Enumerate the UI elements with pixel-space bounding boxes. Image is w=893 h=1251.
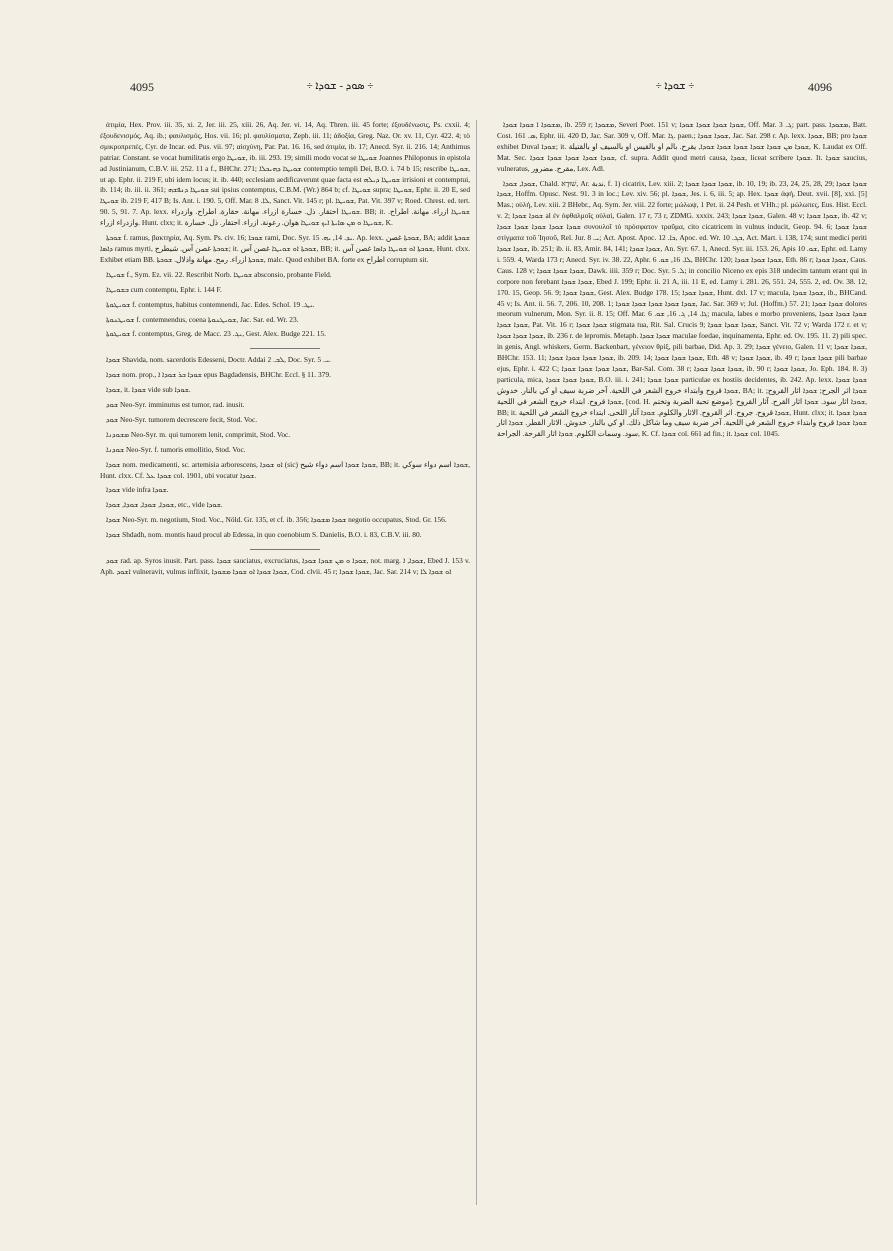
entry-paragraph: ܒܫܘܝܛܐ cum contemptu, Ephr. i. 144 F. (106, 284, 222, 294)
entry-paragraph: ܫܘܝܛܢܘܬܐ f. contemnendus, coena ܫܘܝܛܢܘܬܐ, Jac. Sar. ed. Wr. 23. (106, 314, 299, 324)
section-divider (250, 348, 320, 349)
entry-paragraph: ܫܘܕ Neo-Syr. tumorem decrescere fecit, Stod. Voc. (106, 414, 258, 424)
right-running-title: ÷ ܫܘܕܐ ÷ (655, 80, 695, 92)
right-page-number: 4096 (808, 80, 832, 94)
entry-paragraph: ܫܘܕܐ Shdadh, nom. montis haud procul ab Edessa, in quo coenobium S. Danielis, B.O. i. 83, C.B.V. iii. 80. (106, 530, 422, 540)
entry-paragraph: ܫܘܕܢܐ Neo-Syr. f. tumoris emollitio, Stod. Voc. (106, 444, 246, 454)
left-running-title: ÷ ܣܘܕ - ܫܘܕܐ ÷ (306, 80, 374, 92)
entry-paragraph: ܫܘܕ Neo-Syr. imminutus est tumor, rad. inusit. (106, 400, 245, 410)
entry-paragraph: ܡܫܘܕܐ ܐ ܫܘܕܐ ܫܘܕܐ, ib. 259 r; ܡܫܘܕܐ, Severi Poet. 151 v; ܫܘܕܐ ܫܘܕܐ ܫܘܕܐ ܫܘܕܐ, Off. Mar. ܓ. 3; part. pass. ܡܫܘܕܐ, Batt. Cost. ܣ. 161, Ephr. iii. 420 D, Jac. Sar. 309 v, Off. Mar. ܓܐ. paen.; ܫܘܕܐ ܫܘܕܐ, Jac. Sar. 298 r. Ap. lexx. ܫܘܕܐ, BB; pro ܫܘܕܐ exhibet Duval ܫܘܕܐ; it. ܫܘܕܐ ܡܢ ܫܘܕܐ ܫܘܕܐ ܫܘܕܐ ܫܘܕܐ ܫܘܕܐ, يقرح. بالم او بالقيس او بالسيف او بالقتيلة, K. Laudat ex Off. Mat. Sec. ܫܘܕܐ ܫܘܕܐ ܫܘܕܐ ܫܘܕܐ ܫܘܕܐ, cf. supra. Addit quod metri causa, ܫܘܕܐ, liceat scribere ܫܘܕܐ. It. ܫܘܕܐ saucius, vulneratus, مقرح. مضرور, Lex. Adl. (497, 120, 868, 173)
entry-paragraph: ܫܘܕܐ nom. medicamenti, sc. artemisia arborescens, ܐܘ ܫܘܕܐ (sic) ܫܘܕܐ ܫܘܕܐ اسم دواء شيح, BB; it. ܫܘܕܐ اسم دواء سوكي, Hunt. clxx. Cf. ܫܘܕܐ ܥܠ col. 1901, ubi vocatur ܫܘܕܐ. (100, 459, 471, 480)
entry-paragraph: ܫܘܕܐ Neo-Syr. m. negotium, Stod. Voc., Nöld. Gr. 135, et cf. ib. 356; ܫܘܕܐ ܡܫܘܕܐ negotio occupatus, Stod. Gr. 156. (106, 515, 447, 525)
left-column (100, 120, 470, 582)
entry-paragraph: ܫܘܕܐ, ܫܘܕܐ, ܫܘܕܐ, ܫܘܕܐ, etc., vide ܫܘܕܐ. (106, 500, 223, 510)
entry-paragraph: ܫܘܕܐ nom. prop., ܫܘܕܐ ܒܪ ܫܘܕܐ ܐ epus Bagdadensis, BHChr. Eccl. § 11. 379. (106, 370, 331, 380)
entry-paragraph: ܫܘܝܛܘܬܐ f. contemptus, habitus contemnendi, Jac. Edes. Schol. ܝܛ. 19. (106, 299, 315, 309)
left-page-number: 4095 (130, 80, 154, 94)
entry-paragraph: ܫܘܝܛܘܬܐ f. contemptus, Greg. de Macc. ܝܓ. 23, Gest. Alex. Budge 221. 15. (106, 329, 326, 339)
entry-paragraph: ܫܘܕܐ, it. ܫܘܕܐ vide sub ܫܘܕܐ. (106, 385, 191, 395)
entry-paragraph: ܫܘܕܐ Shavida, nom. sacerdotis Edesseni, Doctr. Addai ܠܒ. 2, Doc. Syr. ܝ. 5. (106, 355, 331, 365)
section-divider (250, 549, 320, 550)
entry-paragraph: ܫܘܝܛܐ f., Sym. Ez. vii. 22. Rescribit Norb. ܫܘܝܛܐ absconsio, probante Field. (106, 269, 332, 279)
entry-paragraph: ܫܘܕ rad. ap. Syros inusit. Part. pass. ܫܘܕܐ sauciatus, excruciatus, ܫܘܕܐ ܘ ܡܢ ܫܘܕܐ ܫܘܕܐ, not. marg. ܫܘܕܐ, ܐ, Ebed J. 153 v. Aph. ܐܫܘܕ vulneravit, vulnus inflixit, ܫܘܕܐ ܫܘܕܐ ܐܘ ܫܘܕܐ ܡܫܘܕܐ, Cod. clvii. 45 r; ܫܘܕܐ ܫܘܕܐ, Jac. Sar. 214 v; ܐܘ ܫܘܕܐ ܠܐ (100, 556, 471, 576)
entry-paragraph: ܡܫܘܕܢܐ Neo-Syr. m. qui tumorem lenit, comprimit, Stod. Voc. (106, 429, 291, 439)
right-column (497, 120, 867, 444)
entry-paragraph: ܫܘܕܐ, ܫܘܕܐ, Chald. שׁוּדָא, Ar. ندبة, f. 1) cicatrix, Lev. xiii. 2; ܫܘܕܐ ܫܘܕܐ ܫܘܕܐ, ib. 10, 19; ib. 23, 24, 25, 28, 29; ܫܘܕܐ ܫܘܕܐ ܫܘܕܐ, Hoffm. Opusc. Nest. 91. 3 in loc.; Lev. xiv. 56; pl. ܫܘܕܐ, Jes. i. 6, iii. 5; ap. Hex. ܫܘܕܐ ἁφή, Deut. xvii. [8], xxi. [5] Mas.; οὐλή, Lev. xiii. 2 BHebr., Aq. Sym. Jer. viii. 22 forte; μώλωψ, 1 Pet. ii. 24 Pesh. et VHh.; pl. μώλωπες, Eus. Hist. Eccl. v. 2; ܫܘܕܐ ܫܘܕܐ al ἐν ὀφθαλμοῖς οὐλαί, Galen. 17 r, 73 r, ZDMG. xxxix. 243; ܫܘܕܐ ܫܘܕܐ, Galen. 48 v; ܫܘܕܐ ܫܘܕܐ, ib. 42 v; ܫܘܕܐ ܫܘܕܐ ܫܘܕܐ ܫܘܕܐ ܫܘܕܐ συνουλοῖ τὸ πρόσφατον τραῦμα, cito cicatricem in vulnus inducit, Geop. 94. 6; ܫܘܕܐ ܫܘܕܐ στίγματα τοῦ Ἰησοῦ, Rel. Jur. ܝ. 8; Act. Apost. Apoc. ܟܐ. 12, Apoc. ed. Wr. ܒܓ. 10, Act. Mart. i. 138, 174; sunt medici periti ܫܘܕܐ ܫܘܕܐ, ib. 251; ib. ii. 83, Amir. 84, 141; ܫܘܕܐ ܫܘܕܐ, An. Syr. 67. 1, Anecd. Syr. iii. 153. 26, Apis ܫܘ. 10, Ephr. ed. Lamy i. 559. 4, Warda 173 r; Anecd. Syr. iv. 38. 22, Aphr. ܠܐ. 16, ܫܘ. 6, BHChr. 120; ܫܘܕܐ ܫܘܕܐ ܫܘܕܐ, Eth. 86 r; ܫܘܕܐ ܫܘܕܐ, Caus. Caus. 128 v; ܫܘܕܐ ܫܘܕܐ ܫܘܕܐ, Dawk. iiii. 359 r; Doc. Syr. ܠ. 5; in concilio Niceno ex epis 318 undecim tantum erant qui in corpore non ferebant ܫܘܕܐ ܫܘܕܐ, Ebed J. 199; Ephr. ii. 21 A, iii. 11 E, ed. Lamy i. 281. 26, 551. 24, 555. 2, ed. Ov. 38. 12, 170. 15, Geop. 56. 9; ܫܘܕܐ ܫܘܕܐ, Gest. Alex. Budge 178. 15; ܫܘܕܐ ܫܘܕܐ, Hunt. dxl. 17 v; macula, ܫܘܕܐ ܫܘܕܐ, ib., BHCand. 45 v; Is. Ant. ii. 56. 7, 206. 10, 208. 1; ܫܘܕܐ ܫܘܕܐ ܫܘܕܐ ܫܘܕܐ ܫܘܕܐ, Jac. Sar. 369 v; Jul. (Hoffm.) 57. 21; ܫܘܕܐ ܫܘܕܐ dolores meorum vulnerum, Mon. Syr. ii. 8. 15; Off. Mar. ܓܐ. 14, ܓ. 16, ܫܘ. 6; macula, labes e morbo proveniens, ܫܘܕܐ ܫܘܕܐ ܫܘܕܐ ܫܘܕܐ ܫܘܕܐ, Pat. Vit. 16 r; ܫܘܕܐ ܫܘܕܐ stigmata tua, Rit. Sal. Crucis 9; ܫܘܕܐ ܫܘܕܐ ܫܘܕܐ, Sanct. Vit. 72 v; Warda 172 r. et v; ܫܘܕܐ ܫܘܕܐ ܫܘܕܐ, ib. 236 r. de lepromis. Metaph. ܫܘܕܐ ܫܘܕܐ maculae foedae, inquinamenta, Ephr. ed. Ov. 195. 11. 2) pili spec. in genis, Angl. whiskers, Germ. Backenbart, γένειον θρίξ, pili barbae, Did. Ap. 3. 29; ܫܘܕܐ γένειο, Galen. 11 v; ܫܘܕܐ ܫܘܕܐ, BHChr. 153. 11; ܫܘܕܐ ܫܘܕܐ ܫܘܕܐ ܫܘܕܐ, ib. 209. 14; ܫܘܕܐ ܫܘܕܐ ܫܘܕܐ, Eth. 48 v; ܫܘܕܐ ܫܘܕܐ, ib. 49 r; ܫܘܕܐ ܫܘܕܐ pili barbae ejus, Ephr. i. 422 C; ܫܘܕܐ ܫܘܕܐ ܫܘܕܐ ܫܘܕܐ, Bar-Sal. Com. 38 r; ܫܘܕܐ ܫܘܕܐ ܫܘܕܐ, ib. 90 r; ܫܘܕܐ ܫܘܕܐ, Jo. Eph. 184. 8. 3) particula, mica, ܫܘܕܐ ܫܘܕܐ ܫܘܕܐ, B.O. iii. i. 241; ܫܘܕܐ ܫܘܕܐ particulae ex hostiis decidentes, ib. 242. Ap. lexx. ܫܘܕܐ ܫܘܕܐ ܫܘܕܐ قروح وابتداء خروج الشعر في اللحية. آخر ضربة سيف او كي بالنار. خدوش, BA; it. ܫܘܕܐ اثر الجرح; ܫܘܕܐ اثار القروح; ܫܘܕܐ قروح. ابتداء خروج الشعر في اللحية, [cod. H. موضع تحبة الضربة وتختم]. ܫܘܕܐ اثار سود. ܫܘܕܐ اثار القرح. آثار القروح, BB; it. ܫܘܕܐ قروح. جروح. اثر القروح. الاثار والكلوم. ܫܘܕܐ آثار اللحى. ابتداء خروج الشعر في اللحية, Hunt. clxx; it. ܫܘܕܐ ܫܘܕܐ ܫܘܕܐ ܫܘܕܐ قروح وابتداء خروج الشعر في اللحية. آخر ضربة سيف وما شاكل ذلك. او كي بالنار. خدوش. الاثار القطر. ܫܘܕܐ اثار سود. وسمات الكلوم. ܫܘܕܐ اثار القرحة. الجراحة, K. Cf. ܫܘܕܐ col. 661 ad fin.; it. ܫܘܕܐ col. 1045. (497, 178, 868, 439)
entry-paragraph: ܫܘܟܬܐ f. ramus, βακτηρία, Aq. Sym. Ps. civ. 16; ܫܘܟܐ rami, Doc. Syr. ܝܕ. 14, ܝܗ. 15. Ap. lexx. ܫܘܟܬܐ غصن, BA; addit ܫܘܟܬܐ ܕܐܣܐ ramus myrti, ܫܘܟܬܐ غصن آس. شيطرج; it. ܫܘܟܬܐ ܐܘ ܫܘܝܛܐ غصن آس, BB; it. ܫܘܟܬܐ ܐܘ ܫܘܝܛܐ ܕܐܣܐ غصن آس, Hunt. clxx. Exhibet etiam BB. ܫܘܟܬܐ ازراء. رمح. مهانة واذلال. ܫܘܟܬܐ, malc. Quod exhibet BA. forte ex اطراح corruptum sit. (100, 233, 471, 264)
entry-paragraph: ἀτιμία, Hex. Prov. iii. 35, xi. 2, Jer. iii. 25, xiii. 26, Aq. Jer. vi. 14, Aq. Thren. iii. 45 forte; ἐξουδένωσις, Ps. cxxii. 4; ἐξουδενισμός, Aq. ib.; φαυλισμός, Hos. vii. 16; pl. φαυλίσματα, Zeph. iii. 11; ἀδοξία, Greg. Naz. Or. xv. 11, Cyr. 422. 4; τὸ σμικροπρεπές, Cyr. de Incar. ed. Pus. vii. 97; αἰσχύνη, Par. Pat. 16. 16, sed ἀτιμία, ib. 17; Anecd. Syr. ii. 216. 14; Anthimus patriar. Constant. se vocat humilitatis ergo ܫܘܝܛܐ, ib. iii. 293. 19; simili modo vocat se ܫܘܝܛܐ Joannes Philoponus in epistola ad Justinianum, C.B.V. iii. 252. 11 a f., BHChr. 271; ܫܘܝܛܐ ܕܗܝܟܠܐ contemptio templi Dei, B.O. i. 74 b 15; rescribe ܫܘܝܛܐ, ut ap. Ephr. ii. 219 F, ubi idem locus; it. ib. 440; ecclesiam aedificaverunt quae facta est ܫܘܝܛܐ ܕܝܠܗ irrisioni et contemptui, ib. 114; ib. iii. ii. 361; ܫܘܝܛܐ ܕܢܦܫܗ sui ipsius contemptus, C.B.M. (Wr.) 864 b; cf. ܫܘܝܛܐ supra; ܫܘܝܛܐ, Ephr. ii. 20 E, sed ܫܘܝܛܐ ib. 219 F, 417 B; Is. Ant. i. 190. 5, Off. Mar. ܠܐ. 8, Sanct. Vit. 145 r; pl. ܫܘܝܛܐ, Pat. Vit. 397 v; Roed. Chrest. ed. tert. 90. 5, 91. 7. Ap. lexx. ܫܘܝܛܐ احتقار. ذل. خسارة ازراء. مهانة. حقارة. اطراح. وازدراء. BB; it. ܫܘܝܛܐ ازراء. مهانة. اطراح. وازدراء ازراء. Hunt. clxx; it. ܫܘܝܛܐ ܘ ܡܢ ܣܐܝܬܐ ܐܝܟ ܫܘܝܛܐ هوان. رعونة. ازراء. احتقار. ذل. خسارة, K. (100, 120, 471, 228)
column-gutter (476, 120, 477, 1205)
entry-paragraph: ܫܘܕܐ vide infra ܫܘܕܐ. (106, 485, 169, 495)
